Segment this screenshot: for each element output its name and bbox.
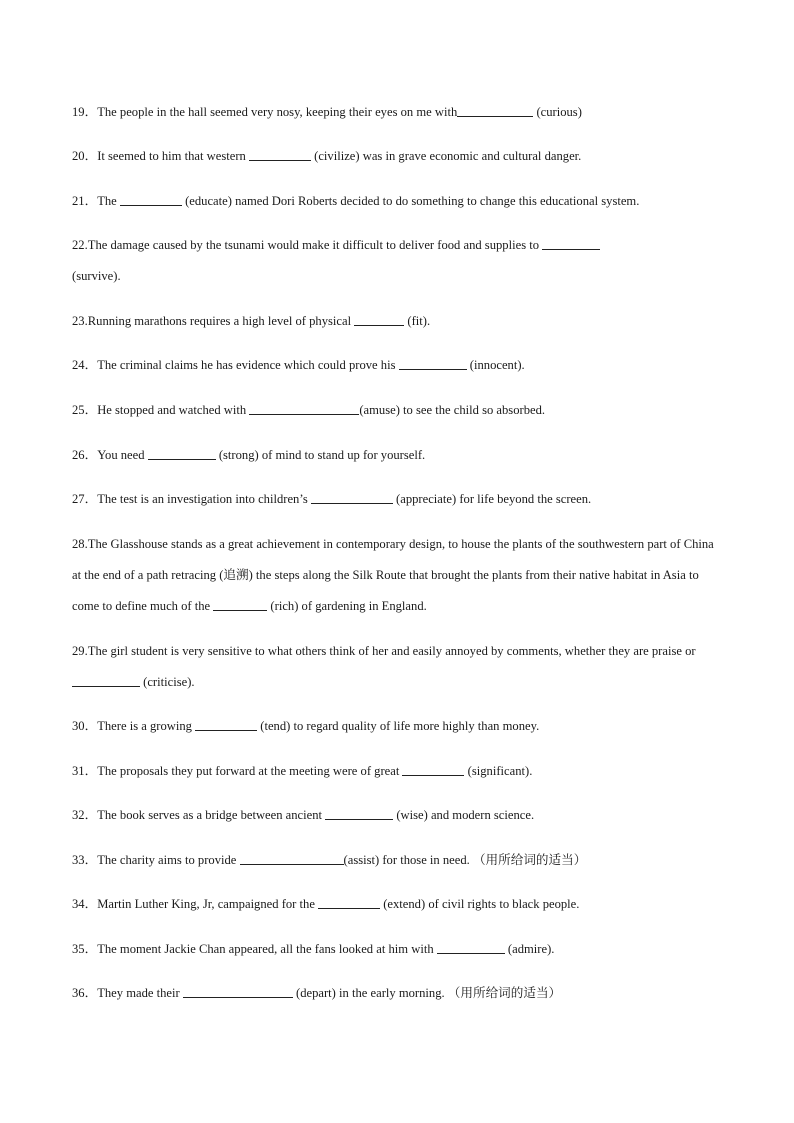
question-29: 29.The girl student is very sensitive to what others think of her and easily annoyed by comments, whether they are praise or (criticise). bbox=[72, 644, 696, 689]
question-34: 34．Martin Luther King, Jr, campaigned for the (extend) of civil rights to black people. bbox=[72, 889, 722, 920]
answer-blank[interactable] bbox=[240, 850, 344, 865]
answer-blank[interactable] bbox=[183, 983, 293, 998]
question-32: 32．The book serves as a bridge between ancient (wise) and modern science. bbox=[72, 800, 722, 831]
answer-blank[interactable] bbox=[542, 235, 600, 250]
answer-blank[interactable] bbox=[354, 311, 404, 326]
answer-blank[interactable] bbox=[457, 102, 533, 117]
question-24: 24．The criminal claims he has evidence which could prove his (innocent). bbox=[72, 350, 722, 381]
question-30: 30．There is a growing (tend) to regard quality of life more highly than money. bbox=[72, 711, 722, 742]
question-19: 19．The people in the hall seemed very nosy, keeping their eyes on me with (curious) bbox=[72, 97, 722, 128]
question-25: 25．He stopped and watched with (amuse) to see the child so absorbed. bbox=[72, 395, 722, 426]
question-22: 22.The damage caused by the tsunami would make it difficult to deliver food and supplies to (survive). bbox=[72, 230, 722, 292]
question-28: 28.The Glasshouse stands as a great achievement in contemporary design, to house the plants of the southwestern part of China at the end of a path retracing (追溯) the steps along the Silk Route that brought the plants from their native habitat in Asia to come to define much of the (rich) of gardening in England. bbox=[72, 537, 714, 613]
answer-blank[interactable] bbox=[120, 191, 182, 206]
answer-blank[interactable] bbox=[311, 489, 393, 504]
answer-blank[interactable] bbox=[318, 894, 380, 909]
question-23: 23.Running marathons requires a high level of physical (fit). bbox=[72, 306, 722, 337]
answer-blank[interactable] bbox=[148, 445, 216, 460]
question-31: 31．The proposals they put forward at the meeting were of great (significant). bbox=[72, 756, 722, 787]
answer-blank[interactable] bbox=[213, 596, 267, 611]
question-36: 36．They made their (depart) in the early morning. （用所给词的适当） bbox=[72, 978, 722, 1009]
answer-blank[interactable] bbox=[325, 805, 393, 820]
answer-blank[interactable] bbox=[195, 716, 257, 731]
answer-blank[interactable] bbox=[399, 355, 467, 370]
answer-blank[interactable] bbox=[249, 400, 359, 415]
answer-blank[interactable] bbox=[402, 761, 464, 776]
question-26: 26．You need (strong) of mind to stand up for yourself. bbox=[72, 440, 722, 471]
answer-blank[interactable] bbox=[72, 672, 140, 687]
answer-blank[interactable] bbox=[249, 146, 311, 161]
question-27: 27．The test is an investigation into children’s (appreciate) for life beyond the screen. bbox=[72, 484, 722, 515]
question-21: 21．The (educate) named Dori Roberts decided to do something to change this educational system. bbox=[72, 186, 722, 217]
question-35: 35．The moment Jackie Chan appeared, all the fans looked at him with (admire). bbox=[72, 934, 722, 965]
question-33: 33．The charity aims to provide (assist) for those in need. （用所给词的适当） bbox=[72, 845, 722, 876]
answer-blank[interactable] bbox=[437, 939, 505, 954]
question-20: 20．It seemed to him that western (civilize) was in grave economic and cultural danger. bbox=[72, 141, 722, 172]
